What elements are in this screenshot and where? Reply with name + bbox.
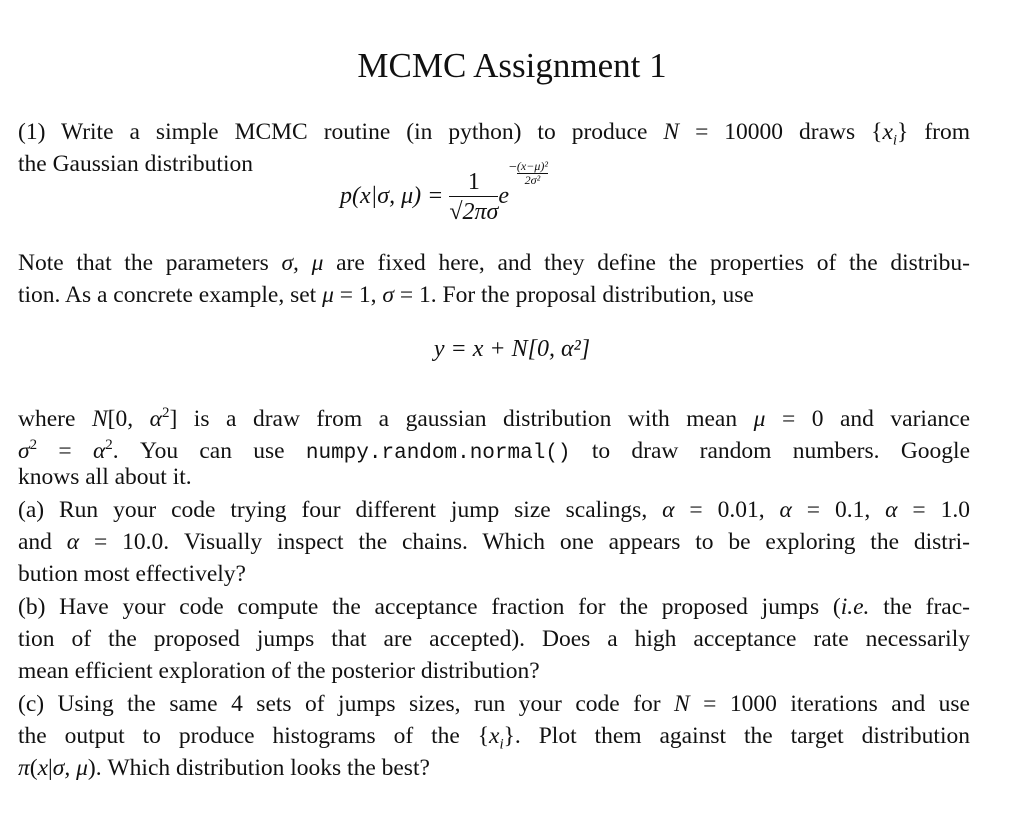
math-run: α <box>92 437 106 464</box>
eq-lhs: p(x|σ, μ) = <box>340 183 444 210</box>
text-run: = 0 and variance <box>765 405 971 432</box>
math-run: α <box>66 529 80 555</box>
text-run: ). Which distribution looks the best? <box>87 755 430 781</box>
text-run: [0, <box>107 405 150 432</box>
math-run: σ, μ <box>281 250 324 276</box>
math-run: α <box>662 497 675 523</box>
text-run: the frac- <box>869 594 970 620</box>
text-run: Note that the parameters <box>18 250 282 276</box>
text-line <box>18 429 971 465</box>
text-run: tion of the proposed jumps that are accepted). Does a high acceptance rate necessarily <box>18 626 970 652</box>
math-run: N <box>663 119 680 145</box>
gaussian-equation <box>340 159 548 227</box>
eq-denominator: √2πσ <box>449 199 499 225</box>
text-run: = 10000 draws { <box>679 119 883 145</box>
text-run: . You can use <box>112 437 306 464</box>
text-run: }. Plot them against the target distribution <box>503 723 970 749</box>
text-run: the Gaussian distribution <box>18 151 253 177</box>
text-line <box>18 247 970 279</box>
eq-exp-num: (x−μ)² <box>516 159 548 173</box>
math-run: α <box>779 497 792 523</box>
math-run: i <box>892 132 898 149</box>
eq-numerator: 1 <box>449 168 498 197</box>
text-line <box>18 752 970 784</box>
text-line <box>18 558 970 590</box>
text-run: | <box>48 755 53 781</box>
text-run: (b) Have your code compute the acceptance fraction for the proposed jumps ( <box>18 594 841 620</box>
text-run: and <box>18 529 67 555</box>
inline-code: numpy.random.normal() <box>305 441 571 465</box>
text-run: ] is a draw from a gaussian distribution with mean <box>169 405 754 432</box>
eq-e: e <box>498 183 509 210</box>
text-line <box>18 591 970 623</box>
text-line <box>18 655 970 687</box>
eq-exp-den: 2σ² <box>524 173 541 187</box>
text-run: tion. As a concrete example, set <box>18 282 323 308</box>
math-run: μ <box>753 405 766 432</box>
math-run: 2 <box>161 405 170 421</box>
text-line <box>18 623 970 655</box>
eq-exponent <box>517 160 548 187</box>
text-run: = 1, <box>333 282 383 308</box>
math-run: μ <box>322 282 334 308</box>
text-run: = 10.0. Visually inspect the chains. Which one appears to be exploring the distri- <box>79 529 971 555</box>
text-run: the output to produce histograms of the { <box>18 723 490 749</box>
math-run: i.e. <box>840 594 870 620</box>
text-run: } from <box>897 119 970 145</box>
eq-fraction <box>449 168 498 227</box>
page-title: MCMC Assignment 1 <box>357 46 667 85</box>
text-run: = <box>37 437 93 464</box>
text-line <box>18 526 970 558</box>
text-run: to draw random numbers. Google <box>570 437 971 464</box>
text-run: = 0.01, <box>674 497 780 523</box>
math-run: x <box>489 723 500 749</box>
math-run: 2 <box>105 437 113 453</box>
math-run: x <box>37 755 49 781</box>
text-run: = 1.0 <box>897 497 970 523</box>
math-run: α <box>885 497 898 523</box>
math-run: 2 <box>29 437 38 453</box>
math-run: σ, μ <box>52 755 88 781</box>
text-run: = 1000 iterations and use <box>689 691 970 717</box>
math-run: i <box>499 736 504 753</box>
math-run: σ <box>382 282 394 308</box>
math-run: N <box>674 691 690 717</box>
text-line <box>18 494 970 526</box>
text-run: (1) Write a simple MCMC routine (in python) to produce <box>18 119 664 145</box>
text-line <box>18 279 970 311</box>
text-run: mean efficient exploration of the posterior distribution? <box>18 658 540 684</box>
text-run: are fixed here, and they define the properties of the distribu- <box>323 250 970 276</box>
eq-exp-sign: − <box>509 160 517 175</box>
math-run: α <box>149 405 162 432</box>
text-run: ( <box>29 755 38 781</box>
math-run: σ <box>18 437 30 464</box>
text-run: bution most effectively? <box>18 561 246 587</box>
text-run: (a) Run your code trying four different jump size scalings, <box>18 497 663 523</box>
text-line <box>18 688 970 720</box>
proposal-equation: y = x + N[0, α²] <box>433 336 591 362</box>
math-run: x <box>882 119 893 145</box>
text-run: = 0.1, <box>791 497 886 523</box>
text-run: where <box>18 405 92 432</box>
text-line <box>18 397 971 432</box>
text-line <box>18 116 970 148</box>
text-line <box>18 720 970 752</box>
text-line <box>18 461 970 493</box>
text-run: = 1. For the proposal distribution, use <box>394 282 754 308</box>
math-run: π <box>18 755 30 781</box>
text-run: knows all about it. <box>18 464 192 490</box>
math-run: N <box>91 405 108 432</box>
text-run: (c) Using the same 4 sets of jumps sizes, run your code for <box>18 691 675 717</box>
